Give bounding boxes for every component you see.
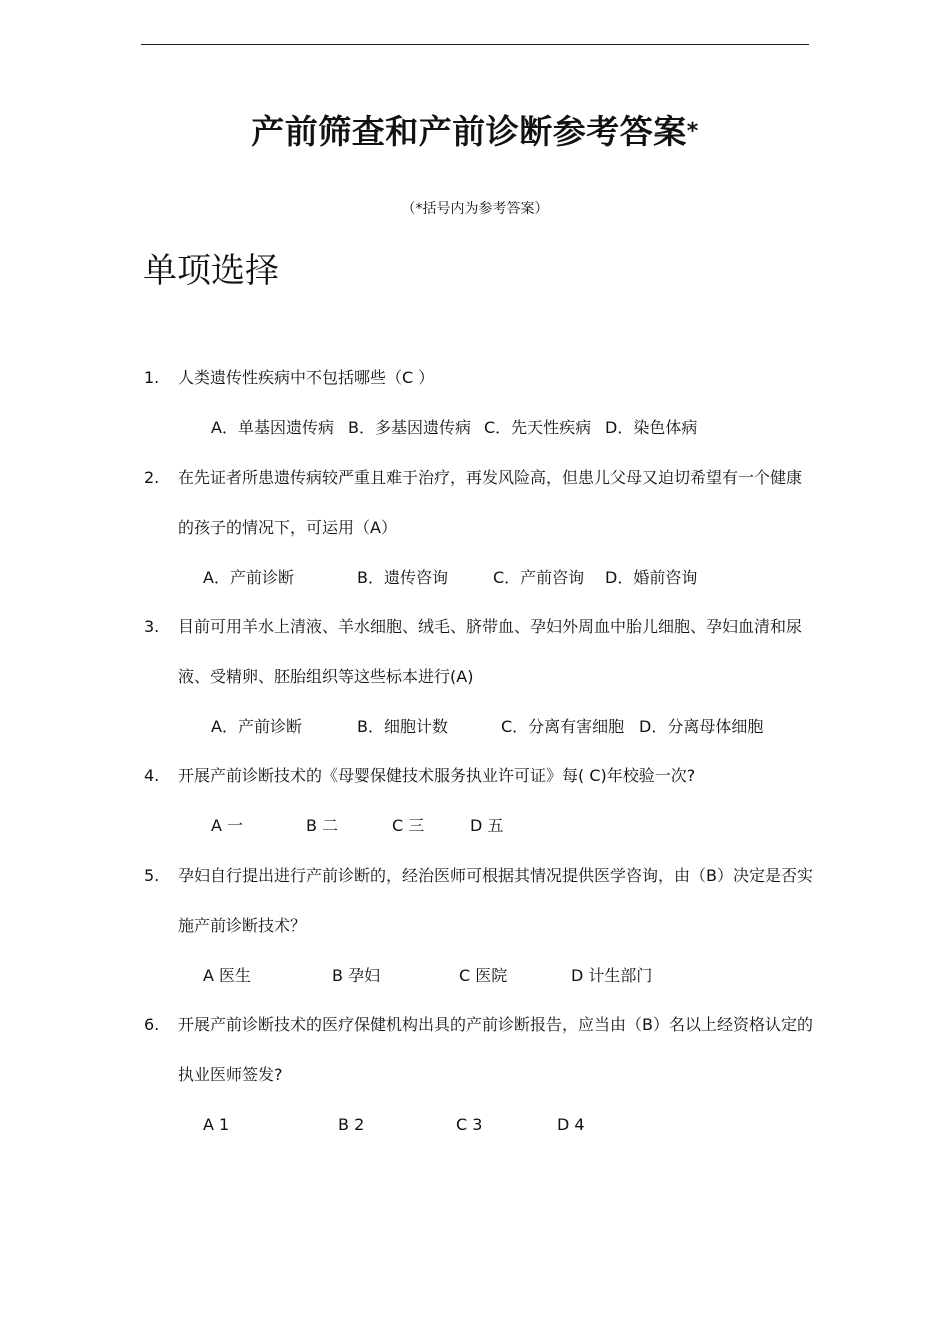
option-d: D．婚前咨询	[605, 568, 698, 587]
option-a: A．单基因遗传病	[211, 418, 334, 437]
header-rule	[141, 44, 809, 45]
question-3	[144, 602, 814, 702]
question-stem: 开展产前诊断技术的医疗保健机构出具的产前诊断报告，应当由（B）名以上经资格认定的执业医师签发?	[178, 1015, 813, 1084]
question-stem: 目前可用羊水上清液、羊水细胞、绒毛、脐带血、孕妇外周血中胎儿细胞、孕妇血清和尿液、受精卵、胚胎组织等这些标本进行(A)	[178, 617, 803, 686]
option-c: C．分离有害细胞	[501, 717, 625, 736]
option-b: B 孕妇	[332, 966, 381, 985]
section-heading: 单项选择	[143, 251, 279, 291]
option-c: C．产前咨询	[493, 568, 585, 587]
option-a: A 1	[203, 1115, 230, 1134]
question-number: 3.	[144, 617, 160, 636]
question-stem: 孕妇自行提出进行产前诊断的，经治医师可根据其情况提供医学咨询，由（B）决定是否实施产前诊断技术？	[178, 866, 813, 935]
question-number: 6.	[144, 1015, 160, 1034]
option-b: B 二	[306, 816, 339, 835]
option-a: A 一	[211, 816, 244, 835]
question-number: 1.	[144, 368, 160, 387]
option-a: A 医生	[203, 966, 252, 985]
option-c: C 3	[456, 1115, 483, 1134]
question-number: 4.	[144, 766, 160, 785]
option-b: B．多基因遗传病	[348, 418, 471, 437]
option-a: A．产前诊断	[203, 568, 294, 587]
question-number: 2.	[144, 468, 160, 487]
question-1	[144, 353, 814, 403]
option-c: C 三	[392, 816, 425, 835]
option-d: D 4	[557, 1115, 585, 1134]
answer-note: （*括号内为参考答案）	[401, 201, 549, 217]
option-c: C．先天性疾病	[484, 418, 592, 437]
option-a: A．产前诊断	[211, 717, 302, 736]
question-stem: 人类遗传性疾病中不包括哪些（C ）	[178, 368, 435, 387]
option-b: B．细胞计数	[357, 717, 448, 736]
option-d: D．分离母体细胞	[639, 717, 764, 736]
option-b: B 2	[338, 1115, 365, 1134]
question-stem: 开展产前诊断技术的《母婴保健技术服务执业许可证》每( C)年校验一次?	[178, 766, 696, 785]
option-d: D．染色体病	[605, 418, 698, 437]
option-b: B．遗传咨询	[357, 568, 448, 587]
question-5	[144, 851, 814, 951]
option-d: D 计生部门	[571, 966, 653, 985]
title-text: 产前筛查和产前诊断参考答案	[251, 112, 687, 151]
title-footnote-mark: *	[686, 119, 699, 144]
question-4	[144, 751, 814, 801]
option-c: C 医院	[459, 966, 508, 985]
question-6	[144, 1000, 814, 1100]
question-number: 5.	[144, 866, 160, 885]
document-title	[0, 112, 950, 152]
question-2	[144, 453, 814, 553]
option-d: D 五	[470, 816, 504, 835]
question-stem: 在先证者所患遗传病较严重且难于治疗，再发风险高，但患儿父母又迫切希望有一个健康的孩子的情况下，可运用（A）	[178, 468, 803, 537]
